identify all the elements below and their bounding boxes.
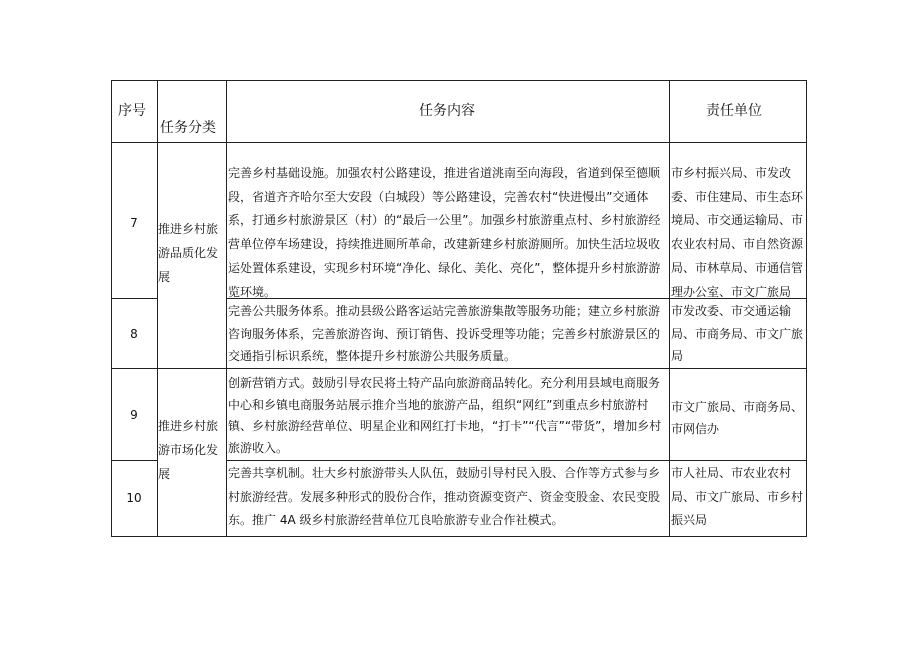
row-content-7: 完善乡村基础设施。加强农村公路建设，推进省道洮南至向海段，省道到保至德顺段，省道齐齐哈尔至大安段（白城段）等公路建设，完善农村“快进慢出”交通体系，打通乡村旅游景区（村）的“最后一公里”。加强乡村旅游重点村、乡村旅游经营单位停车场建设，持续推进厕所革命，改建新建乡村旅游厕所。加快生活垃圾收运处置体系建设，实现乡村环境“净化、绿化、美化、亮化”，整体提升乡村旅游游览环境。: [228, 166, 661, 299]
row-divider-9-10-content: [226, 460, 807, 461]
row-seq-8: 8: [130, 327, 138, 341]
category-quality: 推进乡村旅游品质化发展: [158, 222, 219, 284]
header-content: 任务内容: [419, 103, 475, 119]
header-seq: 序号: [118, 103, 146, 119]
category-column-divider: [226, 80, 227, 537]
table-left-border: [111, 80, 112, 537]
row-unit-9: 市文广旅局、市商务局、市网信办: [671, 400, 804, 436]
header-unit: 责任单位: [706, 103, 762, 119]
row-seq-7: 7: [130, 216, 138, 230]
content-column-divider: [669, 80, 670, 537]
row-unit-7: 市乡村振兴局、市发改委、市住建局、市生态环境局、市交通运输局、市农业农村局、市自然资源局、市林草局、市通信管理办公室、市文广旅局: [671, 166, 804, 299]
header-bottom-border: [111, 142, 807, 143]
table-top-border: [111, 80, 807, 81]
row-content-8: 完善公共服务体系。推动县级公路客运站完善旅游集散等服务功能；建立乡村旅游咨询服务体系，完善旅游咨询、预订销售、投诉受理等功能；完善乡村旅游景区的交通指引标识系统，整体提升乡村旅游公共服务质量。: [228, 304, 661, 363]
row-unit-8: 市发改委、市交通运输局、市商务局、市文广旅局: [671, 304, 804, 363]
row-content-10: 完善共享机制。壮大乡村旅游带头人队伍，鼓励引导村民入股、合作等方式参与乡村旅游经营。发展多种形式的股份合作，推动资源变资产、资金变股金、农民变股东。推广 4A 级乡村旅游经营单位兀良哈旅游专业合作社模式。: [228, 466, 661, 527]
row-divider-7-8: [111, 298, 157, 299]
row-seq-10: 10: [126, 491, 142, 505]
row-unit-10: 市人社局、市农业农村局、市文广旅局、市乡村振兴局: [671, 466, 804, 527]
table-right-border: [806, 80, 807, 537]
row-seq-9: 9: [130, 408, 138, 422]
category-market: 推进乡村旅游市场化发展: [158, 419, 219, 481]
row-content-9: 创新营销方式。鼓励引导农民将土特产品向旅游商品转化。充分利用县域电商服务中心和乡镇电商服务站展示推介当地的旅游产品，组织“网红”到重点乡村旅游村镇、乡村旅游经营单位、明星企业和网红打卡地，“打卡”“代言”“带货”，增加乡村旅游收入。: [228, 376, 662, 455]
row-divider-9-10: [111, 460, 157, 461]
header-category: 任务分类: [160, 120, 216, 136]
table-bottom-border: [111, 536, 807, 537]
row-divider-8-9: [111, 368, 807, 369]
